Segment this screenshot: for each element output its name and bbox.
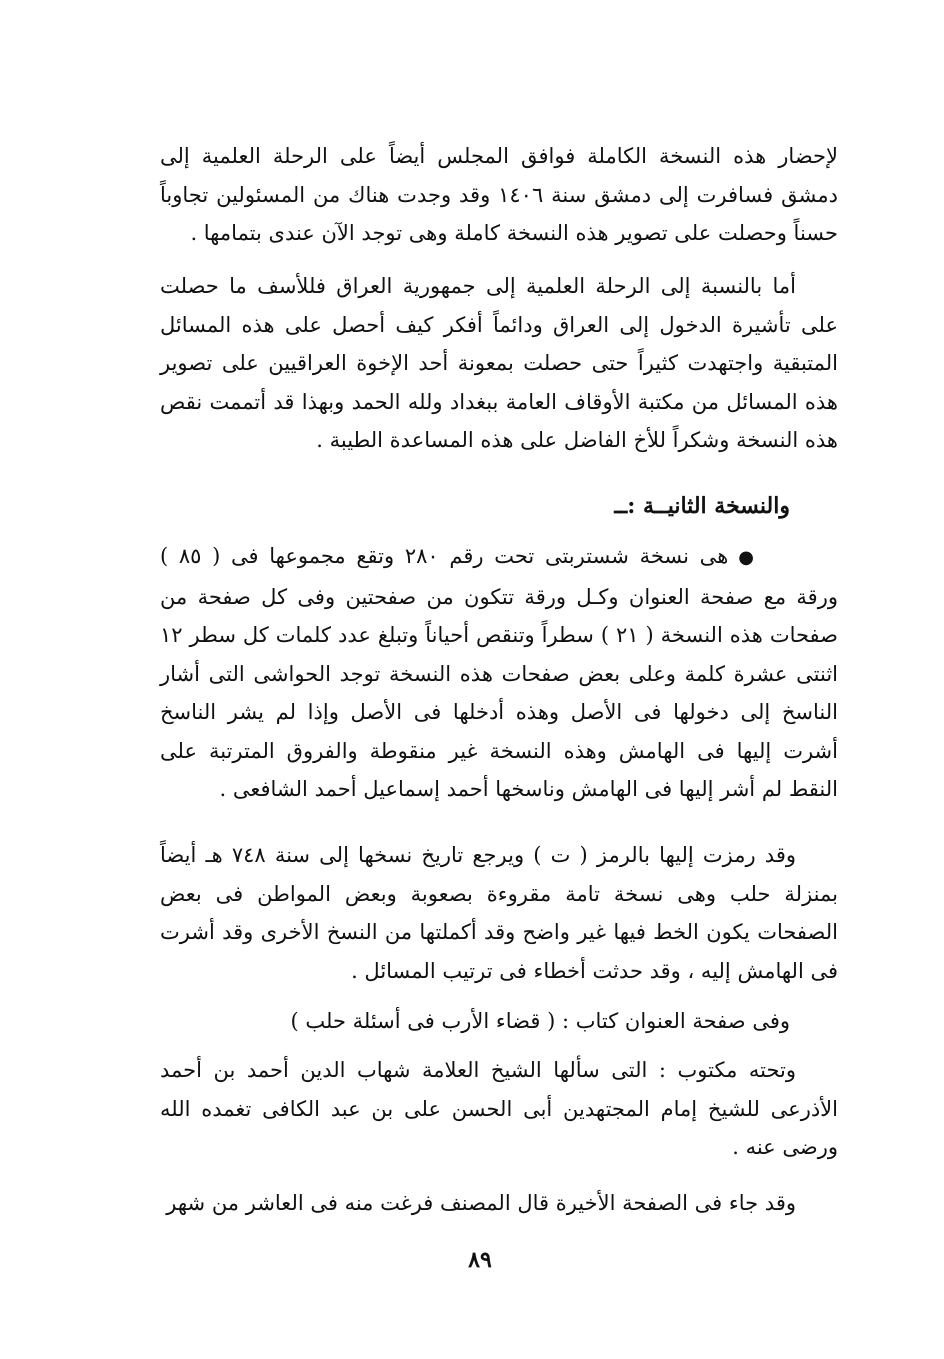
paragraph-3-text: هى نسخة شستربتى تحت رقم ٢٨٠ وتقع مجموعها فى ( ٨٥ ) ورقة مع صفحة العنوان وكـل ورقة تتكون من صفحتين وفى كل صفحة من صفحات هذه النسخة ( ٢١ ) سطراً وتنقص أحياناً وتبلغ عدد كلمات كل سطر ١٢ اثنتى عشرة كلمة وعلى بعض صفحات هذه النسخة توجد الحواشى التى أشار الناسخ إلى دخولها فى الأصل وهذه أدخلها فى الأصل وإذا لم يشر الناسخ أشرت إليها فى الهامش وهذه النسخة غير منقوطة والفروق المترتبة على النقط لم أشر إليها فى الهامش وناسخها أحمد إسماعيل أحمد الشافعى .: [160, 544, 838, 801]
paragraph-2: [160, 267, 838, 460]
title-line: وفى صفحة العنوان كتاب : ( قضاء الأرب فى أسئلة حلب ): [290, 1009, 790, 1033]
paragraph-6-text: وتحته مكتوب : التى سألها الشيخ العلامة شهاب الدين أحمد بن أحمد الأذرعى للشيخ إمام المجتهدين أبى الحسن على بن عبد الكافى تغمده الله ورضى عنه .: [160, 1058, 838, 1159]
paragraph-7: [160, 1184, 838, 1223]
paragraph-3-body: [160, 537, 838, 809]
paragraph-6: [160, 1051, 838, 1167]
paragraph-2-text: أما بالنسبة إلى الرحلة العلمية إلى جمهورية العراق فللأسف ما حصلت على تأشيرة الدخول إلى العراق ودائماً أفكر كيف أحصل على هذه المسائل المتبقية واجتهدت كثيراً حتى حصلت بمعونة أحد الإخوة العراقيين على تصوير هذه المسائل من مكتبة الأوقاف العامة ببغداد ولله الحمد وبهذا قد أتممت نقص هذه النسخة وشكراً للأخ الفاضل على هذه المساعدة الطيبة .: [160, 274, 838, 452]
paragraph-1-text: لإحضار هذه النسخة الكاملة فوافق المجلس أيضاً على الرحلة العلمية إلى دمشق فسافرت إلى دمشق سنة ١٤٠٦ وقد وجدت هناك من المسئولين تجاوباً حسناً وحصلت على تصوير هذه النسخة كاملة وهى توجد الآن عندى بتمامها .: [160, 144, 838, 245]
paragraph-3: [160, 537, 838, 809]
section-heading: والنسخة الثانيــة :ــ: [614, 493, 790, 519]
page-number: ٨٩: [468, 1247, 492, 1273]
paragraph-7-text: وقد جاء فى الصفحة الأخيرة قال المصنف فرغت منه فى العاشر من شهر: [166, 1191, 796, 1215]
paragraph-4: [160, 836, 838, 990]
paragraph-1: [160, 137, 838, 253]
bullet-icon: ●: [738, 547, 754, 568]
paragraph-4-text: وقد رمزت إليها بالرمز ( ت ) ويرجع تاريخ نسخها إلى سنة ٧٤٨ هـ أيضاً بمنزلة حلب وهى نسخة تامة مقروءة بصعوبة وبعض المواطن فى بعض الصفحات يكون الخط فيها غير واضح وقد أكملتها من النسخ الأخرى وقد أشرت فى الهامش إليه ، وقد حدثت أخطاء فى ترتيب المسائل .: [160, 843, 838, 983]
